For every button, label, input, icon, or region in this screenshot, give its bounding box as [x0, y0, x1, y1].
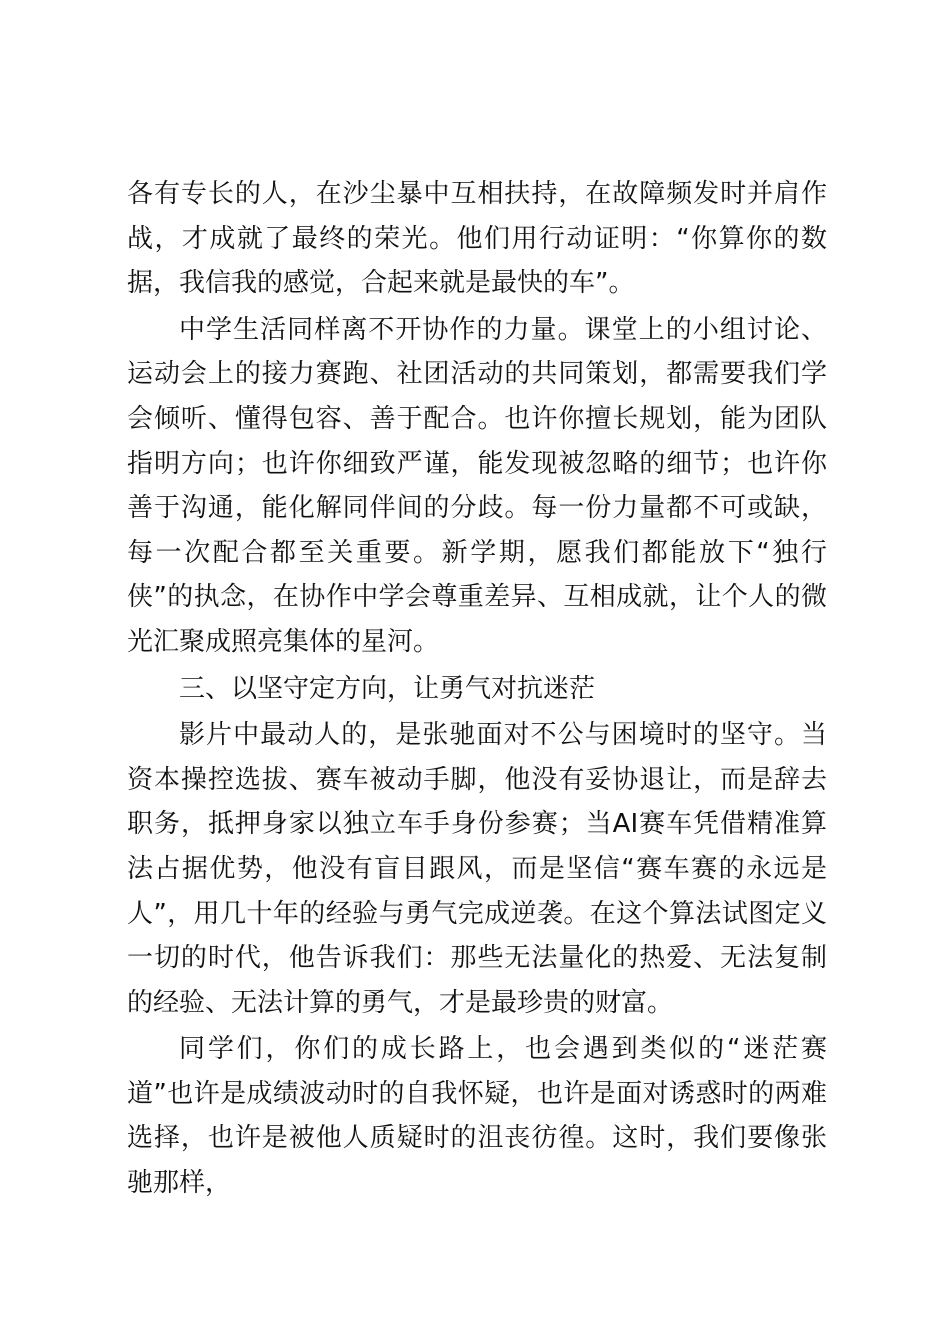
- paragraph-zhang-chi-perseverance: 影片中最动人的，是张驰面对不公与困境时的坚守。当资本操控选拔、赛车被动手脚，他没有妥协退让，而是辞去职务，抵押身家以独立车手身份参赛；当AI赛车凭借精准算法占据优势，他没有盲目跟风，而是坚信“赛车赛的永远是人”，用几十年的经验与勇气完成逆袭。在这个算法试图定义一切的时代，他告诉我们：那些无法量化的热爱、无法复制的经验、无法计算的勇气，才是最珍贵的财富。: [127, 720, 827, 1018]
- paragraph-teamwork-ending: 各有专长的人，在沙尘暴中互相扶持，在故障频发时并肩作战，才成就了最终的荣光。他们用行动证明：“你算你的数据，我信我的感觉，合起来就是最快的车”。: [127, 179, 827, 299]
- paragraph-school-collaboration: 中学生活同样离不开协作的力量。课堂上的小组讨论、运动会上的接力赛跑、社团活动的共同策划，都需要我们学会倾听、懂得包容、善于配合。也许你擅长规划，能为团队指明方向；也许你细致严谨，能发现被忽略的细节；也许你善于沟通，能化解同伴间的分歧。每一份力量都不可或缺，每一次配合都至关重要。新学期，愿我们都能放下“独行侠”的执念，在协作中学会尊重差异、互相成就，让个人的微光汇聚成照亮集体的星河。: [127, 314, 827, 657]
- document-page: [127, 172, 827, 1208]
- section-heading-three: 三、以坚守定方向，让勇气对抗迷茫: [179, 673, 596, 704]
- paragraph-students-confusion: 同学们，你们的成长路上，也会遇到类似的“迷茫赛道”也许是成绩波动时的自我怀疑，也许是面对诱惑时的两难选择，也许是被他人质疑时的沮丧彷徨。这时，我们要像张驰那样，: [127, 1034, 827, 1199]
